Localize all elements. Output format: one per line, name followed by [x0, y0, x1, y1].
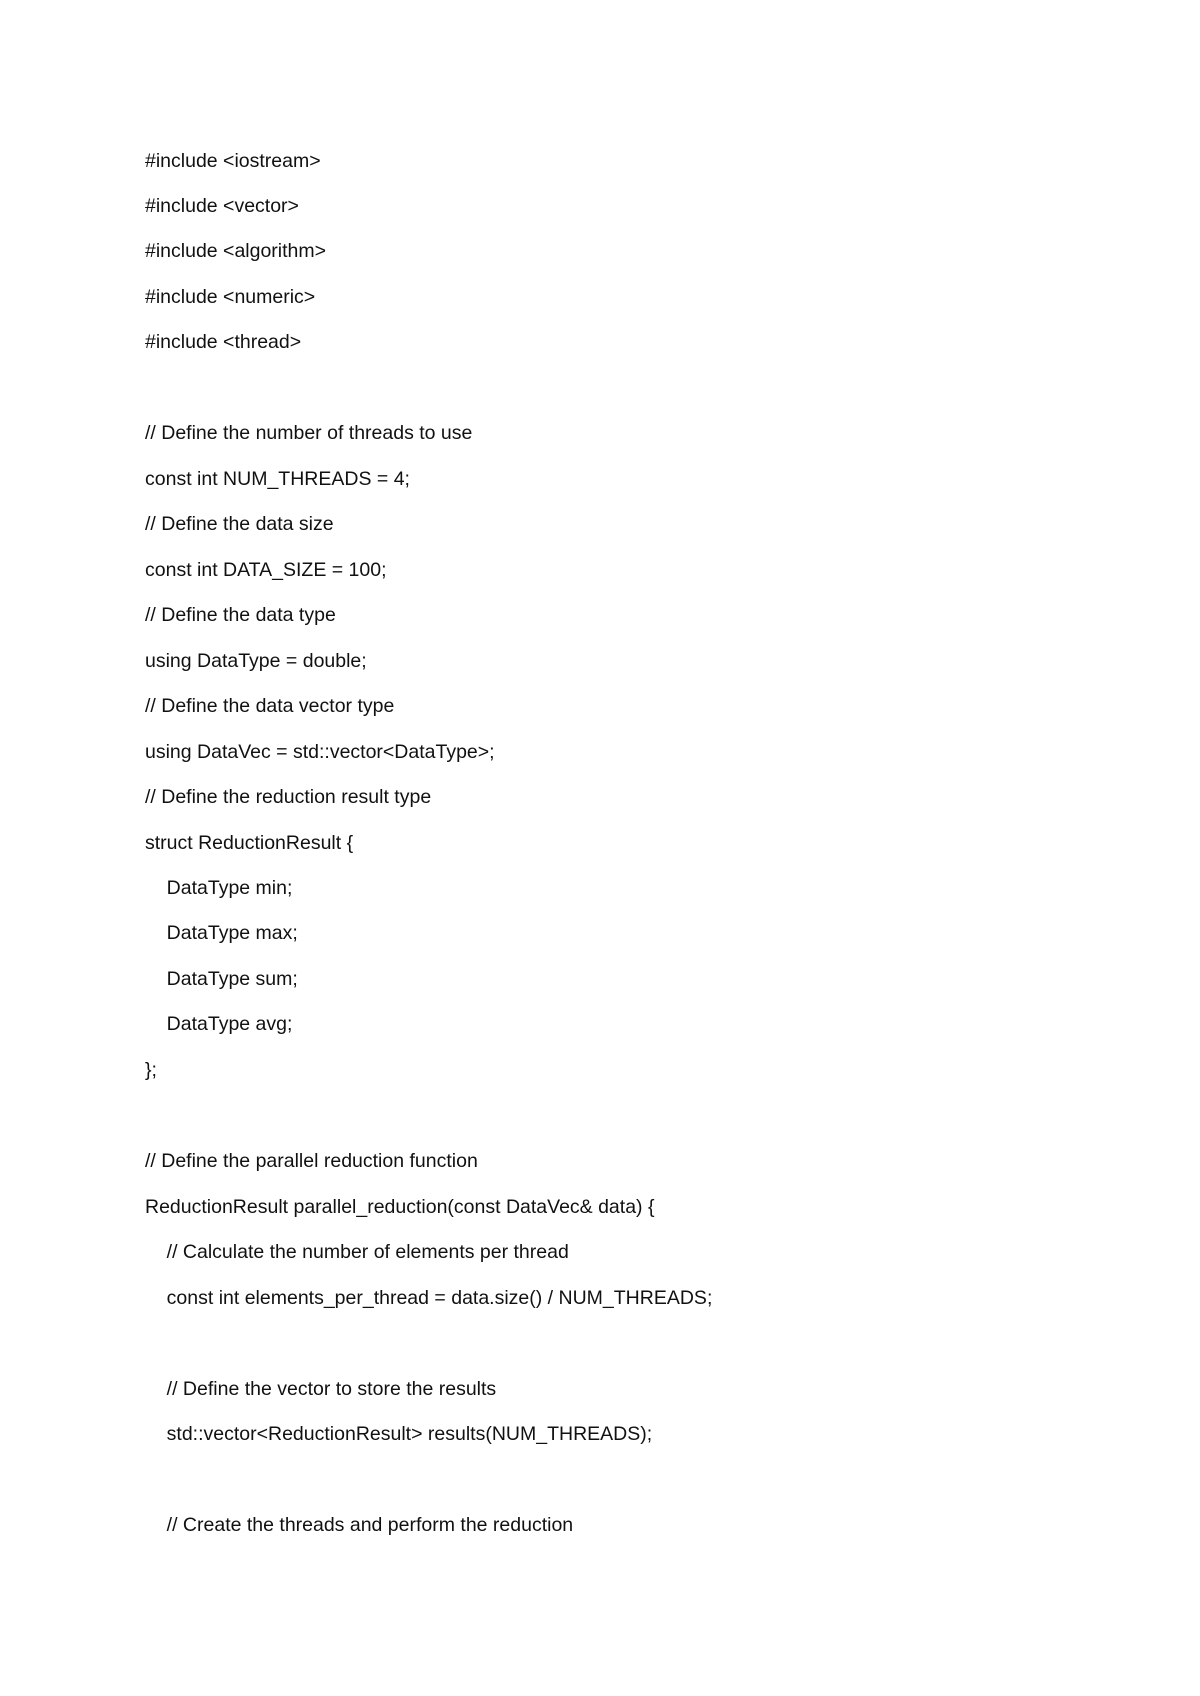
comment-line: // Create the threads and perform the reduction	[145, 1514, 574, 1536]
struct-member-line: DataType sum;	[145, 968, 298, 990]
include-thread-line: #include <thread>	[145, 331, 302, 353]
datatype-alias-line: using DataType = double;	[145, 650, 367, 672]
num-threads-line: const int NUM_THREADS = 4;	[145, 468, 410, 490]
include-vector-line: #include <vector>	[145, 195, 299, 217]
comment-line: // Define the number of threads to use	[145, 422, 473, 444]
comment-line: // Define the data vector type	[145, 695, 395, 717]
data-size-line: const int DATA_SIZE = 100;	[145, 559, 387, 581]
comment-line: // Define the vector to store the results	[145, 1378, 497, 1400]
include-iostream-line: #include <iostream>	[145, 150, 321, 172]
struct-member-line: DataType avg;	[145, 1013, 293, 1035]
comment-line: // Define the parallel reduction function	[145, 1150, 478, 1172]
struct-member-line: DataType min;	[145, 877, 293, 899]
results-vector-line: std::vector<ReductionResult> results(NUM_THREADS);	[145, 1423, 653, 1445]
struct-close-line: };	[145, 1059, 157, 1081]
comment-line: // Define the data type	[145, 604, 336, 626]
include-numeric-line: #include <numeric>	[145, 286, 316, 308]
struct-member-line: DataType max;	[145, 922, 298, 944]
struct-declaration-line: struct ReductionResult {	[145, 832, 354, 854]
include-algorithm-line: #include <algorithm>	[145, 240, 327, 262]
comment-line: // Define the data size	[145, 513, 334, 535]
comment-line: // Calculate the number of elements per thread	[145, 1241, 569, 1263]
datavec-alias-line: using DataVec = std::vector<DataType>;	[145, 741, 495, 763]
comment-line: // Define the reduction result type	[145, 786, 432, 808]
elements-per-thread-line: const int elements_per_thread = data.size() / NUM_THREADS;	[145, 1287, 713, 1309]
function-signature-line: ReductionResult parallel_reduction(const DataVec& data) {	[145, 1196, 655, 1218]
